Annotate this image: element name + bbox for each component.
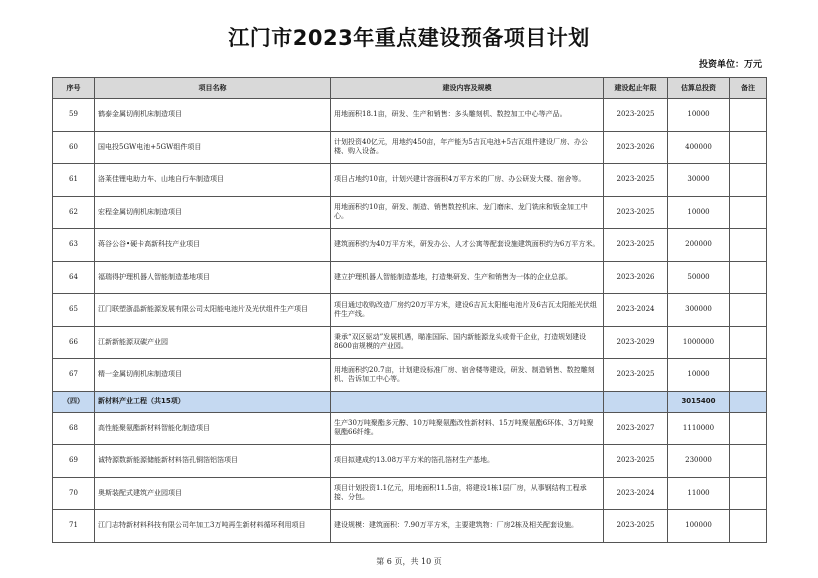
- table-row: [53, 164, 767, 197]
- cell-period: 2023-2026: [604, 131, 668, 164]
- table-row: [53, 412, 767, 445]
- table-body-a: [53, 99, 767, 392]
- cell-no: 65: [53, 294, 95, 327]
- page-footer: 第 6 页，共 10 页: [376, 557, 442, 566]
- cell-remark: [730, 445, 767, 478]
- cell-period: 2023-2027: [604, 412, 668, 445]
- cell-remark: [730, 294, 767, 327]
- cell-no: 59: [53, 99, 95, 132]
- table-header-row: [53, 78, 767, 99]
- cell-content: 项目通过收购改造厂房约20万平方米，建设6吉瓦太阳能电池片及6吉瓦太阳能光伏组件生产线。: [331, 294, 604, 327]
- section-remark: [730, 391, 767, 412]
- table-row: [53, 131, 767, 164]
- cell-content: 建立护理机器人智能制造基地，打造集研发、生产和销售为一体的企业总部。: [331, 261, 604, 294]
- header-name: 项目名称: [95, 78, 331, 99]
- unit-label: 投资单位：万元: [698, 60, 762, 70]
- table-row: [53, 196, 767, 229]
- cell-no: 62: [53, 196, 95, 229]
- cell-remark: [730, 359, 767, 392]
- cell-investment: 300000: [668, 294, 730, 327]
- cell-name: 蒋谷公谷•硬卡高新科技产业项目: [95, 229, 331, 262]
- cell-remark: [730, 326, 767, 359]
- cell-content: 用地面积约10亩，研发、制造、销售数控机床、龙门磨床、龙门铣床和钣金加工中心。: [331, 196, 604, 229]
- cell-content: 建设规模：建筑面积：7.90万平方米，主要建筑物：厂房2栋及相关配套设施。: [331, 510, 604, 543]
- cell-content: 用地面积约20.7亩，计划建设标准厂房、宿舍楼等建设，研发、制造销售、数控雕刻机、告诉加工中心等。: [331, 359, 604, 392]
- cell-name: 江门志特新材料科技有限公司年加工3万吨再生新材料循环利用项目: [95, 510, 331, 543]
- cell-no: 69: [53, 445, 95, 478]
- cell-name: 奥斯装配式建筑产业园项目: [95, 477, 331, 510]
- cell-remark: [730, 196, 767, 229]
- section-investment: 3015400: [668, 391, 730, 412]
- cell-content: 计划投资40亿元，用地约450亩，年产能为5吉瓦电池+5吉瓦组件建设厂房、办公楼、购入设备。: [331, 131, 604, 164]
- cell-remark: [730, 99, 767, 132]
- cell-remark: [730, 477, 767, 510]
- table-row: [53, 510, 767, 543]
- cell-no: 68: [53, 412, 95, 445]
- section-no: （四）: [53, 391, 95, 412]
- cell-name: 诚特源数新能源储能新材料箔孔铜箔铝箔项目: [95, 445, 331, 478]
- table-row: [53, 229, 767, 262]
- cell-investment: 10000: [668, 196, 730, 229]
- cell-name: 宏程金属切削机床制造项目: [95, 196, 331, 229]
- cell-content: 建筑面积约为40万平方米，研发办公、人才公寓等配套设施建筑面积约为6万平方米。: [331, 229, 604, 262]
- table-row: [53, 359, 767, 392]
- cell-no: 71: [53, 510, 95, 543]
- cell-remark: [730, 261, 767, 294]
- header-period: 建设起止年限: [604, 78, 668, 99]
- cell-investment: 1110000: [668, 412, 730, 445]
- section-row: [53, 391, 767, 412]
- cell-period: 2023-2024: [604, 294, 668, 327]
- cell-investment: 10000: [668, 99, 730, 132]
- cell-period: 2023-2025: [604, 164, 668, 197]
- cell-investment: 1000000: [668, 326, 730, 359]
- cell-period: 2023-2025: [604, 229, 668, 262]
- header-content: 建设内容及规模: [331, 78, 604, 99]
- cell-investment: 50000: [668, 261, 730, 294]
- cell-content: 项目计划投资1.1亿元，用地面积11.5亩，将建设1栋1层厂房，从事钢结构工程承接、分包。: [331, 477, 604, 510]
- cell-period: 2023-2025: [604, 510, 668, 543]
- cell-no: 64: [53, 261, 95, 294]
- cell-name: 江新新能源双碳产业园: [95, 326, 331, 359]
- section-content: [331, 391, 604, 412]
- table-row: [53, 261, 767, 294]
- cell-period: 2023-2024: [604, 477, 668, 510]
- cell-no: 60: [53, 131, 95, 164]
- cell-name: 鹤泰金属切削机床制造项目: [95, 99, 331, 132]
- table-row: [53, 477, 767, 510]
- section-period: [604, 391, 668, 412]
- cell-period: 2023-2025: [604, 99, 668, 132]
- cell-no: 70: [53, 477, 95, 510]
- cell-period: 2023-2025: [604, 359, 668, 392]
- cell-content: 生产30万吨聚酯多元醇、10万吨聚氨酯改性新材料、15万吨聚氨酯6环体、3万吨聚氨酯66纤维。: [331, 412, 604, 445]
- cell-investment: 400000: [668, 131, 730, 164]
- cell-investment: 11000: [668, 477, 730, 510]
- cell-name: 精一金属切削机床制造项目: [95, 359, 331, 392]
- header-investment: 估算总投资: [668, 78, 730, 99]
- table-row: [53, 445, 767, 478]
- table-row: [53, 99, 767, 132]
- cell-content: 项目占地约10亩，计划兴建计容面积4万平方米的厂房、办公研发大楼、宿舍等。: [331, 164, 604, 197]
- cell-remark: [730, 131, 767, 164]
- cell-investment: 10000: [668, 359, 730, 392]
- header-no: 序号: [53, 78, 95, 99]
- cell-name: 福瑞得护理机器人智能制造基地项目: [95, 261, 331, 294]
- cell-remark: [730, 229, 767, 262]
- cell-no: 66: [53, 326, 95, 359]
- page-title: 江门市2023年重点建设预备项目计划: [228, 26, 590, 50]
- cell-remark: [730, 164, 767, 197]
- cell-period: 2023-2025: [604, 196, 668, 229]
- cell-investment: 30000: [668, 164, 730, 197]
- project-table: [52, 77, 767, 543]
- section-name: 新材料产业工程（共15项）: [95, 391, 331, 412]
- cell-period: 2023-2026: [604, 261, 668, 294]
- cell-name: 洛莱佳锂电助力车、山地自行车制造项目: [95, 164, 331, 197]
- cell-content: 项目拟建成约13.08万平方米的箔孔箔材生产基地。: [331, 445, 604, 478]
- cell-name: 国电投5GW电池+5GW组件项目: [95, 131, 331, 164]
- cell-investment: 230000: [668, 445, 730, 478]
- cell-content: 秉承“双区驱动”发展机遇，瞄准国际、国内新能源龙头或骨干企业，打造规划建设8600亩规模的产业园。: [331, 326, 604, 359]
- cell-content: 用地面积18.1亩，研发、生产和销售：多头雕刻机、数控加工中心等产品。: [331, 99, 604, 132]
- header-remark: 备注: [730, 78, 767, 99]
- section-body: [53, 391, 767, 412]
- table-row: [53, 294, 767, 327]
- table-row: [53, 326, 767, 359]
- cell-remark: [730, 510, 767, 543]
- cell-name: 江门联塑浙晶新能源发展有限公司太阳能电池片及光伏组件生产项目: [95, 294, 331, 327]
- table-body-b: [53, 412, 767, 542]
- cell-investment: 200000: [668, 229, 730, 262]
- cell-remark: [730, 412, 767, 445]
- cell-period: 2023-2025: [604, 445, 668, 478]
- cell-investment: 100000: [668, 510, 730, 543]
- cell-no: 63: [53, 229, 95, 262]
- cell-period: 2023-2029: [604, 326, 668, 359]
- cell-no: 61: [53, 164, 95, 197]
- cell-name: 高性能聚氨酯新材料智能化制造项目: [95, 412, 331, 445]
- cell-no: 67: [53, 359, 95, 392]
